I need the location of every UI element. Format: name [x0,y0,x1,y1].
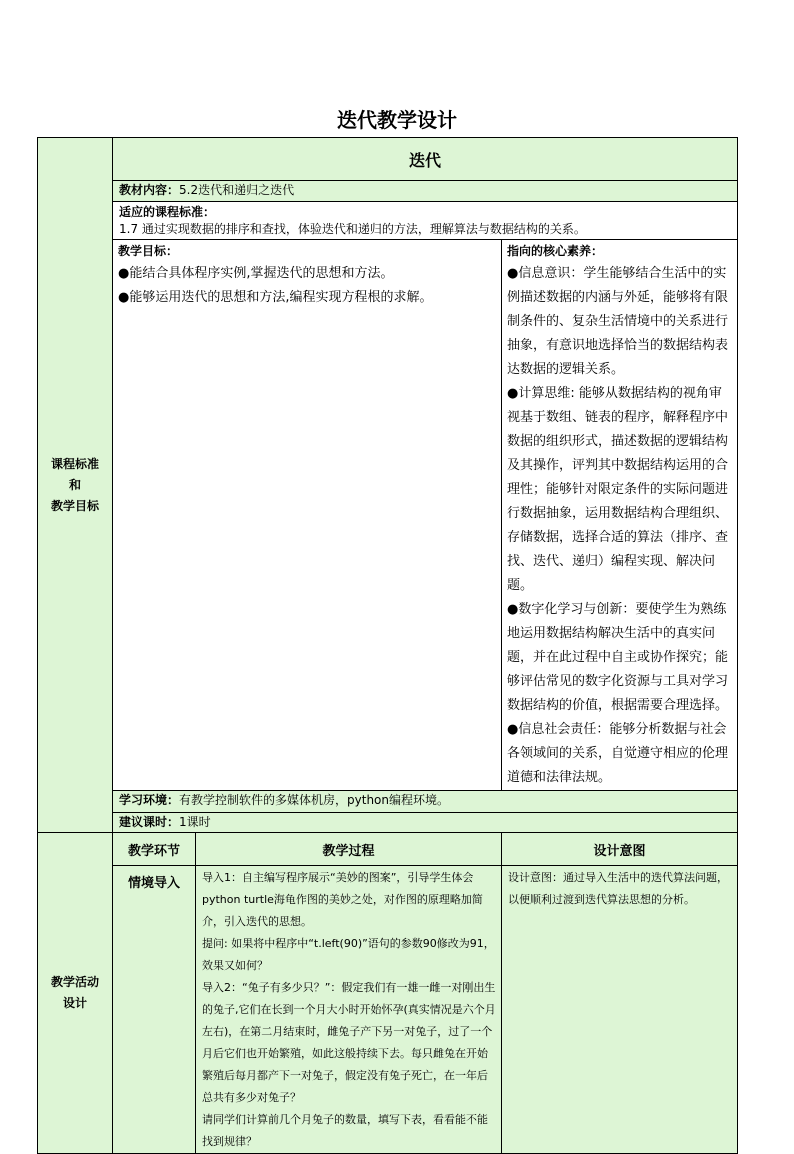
standard-label: 适应的课程标准： [119,205,216,219]
goals-label: 教学目标： [118,244,179,258]
side-label-line: 课程标准 [50,456,99,471]
environment-value: 有教学控制软件的多媒体机房，python编程环境。 [179,793,449,807]
literacy-item: ●数字化学习与创新：要使学生为熟练地运用数据结构解决生活中的真实问题，并在此过程中自主或协作探究；能够评估常见的数字化资源与工具对学习数据结构的价值，根据需要合理选择。 [507,602,729,713]
literacy-label: 指向的核心素养： [507,244,604,258]
environment-row [113,791,738,813]
goal-item: ●能够运用迭代的思想和方法,编程实现方程根的求解。 [118,290,433,305]
section-label-activities [38,833,113,1154]
literacy-item: ●信息意识：学生能够结合生活中的实例描述数据的内涵与外延，能够将有限制条件的、复杂生活情境中的关系进行抽象，有意识地选择恰当的数据结构表达数据的逻辑关系。 [507,266,729,377]
topic-header: 迭代 [113,138,738,181]
process-paragraph: 提问: 如果将中程序中“t.left(90)”语句的参数90修改为91，效果又如何？ [202,937,495,972]
hours-value: 1课时 [179,815,211,829]
section-label-standards [38,138,113,833]
lesson-plan-table [37,137,738,1154]
column-header-process: 教学过程 [196,833,502,866]
side-label-line: 设计 [62,996,87,1010]
standard-row [113,202,738,240]
column-header-stage: 教学环节 [113,833,196,866]
process-paragraph: 导入2：“兔子有多少只？”：假定我们有一雄一雌一对刚出生的兔子,它们在长到一个月大小时开始怀孕(真实情况是六个月左右)，在第二月结束时，雌兔子产下另一对兔子，过了一个月后它们也开始繁殖，如此这般持续下去。每只雌兔在开始繁殖后每月都产下一对兔子，假定没有兔子死亡，在一年后总共有多少对兔子？ [202,981,496,1104]
goals-cell [113,240,502,791]
intent-cell: 设计意图：通过导入生活中的迭代算法问题，以便顺利过渡到迭代算法思想的分析。 [502,866,738,1154]
process-cell [196,866,502,1154]
material-label: 教材内容： [119,183,180,197]
hours-row [113,813,738,833]
side-label-line: 教学目标 [50,498,99,513]
column-header-intent: 设计意图 [502,833,738,866]
process-paragraph: 导入1：自主编写程序展示“美妙的图案”，引导学生体会python turtle海龟作图的美妙之处，对作图的原理略加简介，引入迭代的思想。 [202,871,483,928]
table-row [38,866,738,1154]
literacy-item: ●信息社会责任：能够分析数据与社会各领域间的关系，自觉遵守相应的伦理道德和法律法规。 [507,722,729,785]
stage-cell: 情境导入 [113,866,196,1154]
side-label-line: 和 [68,477,81,492]
side-label-line: 教学活动 [50,975,99,989]
literacy-item: ●计算思维: 能够从数据结构的视角审视基于数组、链表的程序，解释程序中数据的组织形式，描述数据的逻辑结构及其操作，评判其中数据结构运用的合理性；能够针对限定条件的实际问题进行数据抽象，运用数据结构合理组织、存储数据，选择合适的算法（排序、查找、迭代、递归）编程实现、解决问题。 [507,386,729,593]
document-title: 迭代教学设计 [337,108,457,132]
standard-value: 1.7 通过实现数据的排序和查找，体验迭代和递归的方法，理解算法与数据结构的关系。 [119,222,586,236]
material-value: 5.2迭代和递归之迭代 [179,183,295,197]
goal-item: ●能结合具体程序实例,掌握迭代的思想和方法。 [118,266,394,281]
hours-label: 建议课时： [119,815,180,829]
process-paragraph: 请同学们计算前几个月兔子的数量，填写下表，看看能不能找到规律？ [202,1113,488,1148]
environment-label: 学习环境： [119,793,180,807]
literacy-cell [502,240,738,791]
material-row [113,181,738,202]
